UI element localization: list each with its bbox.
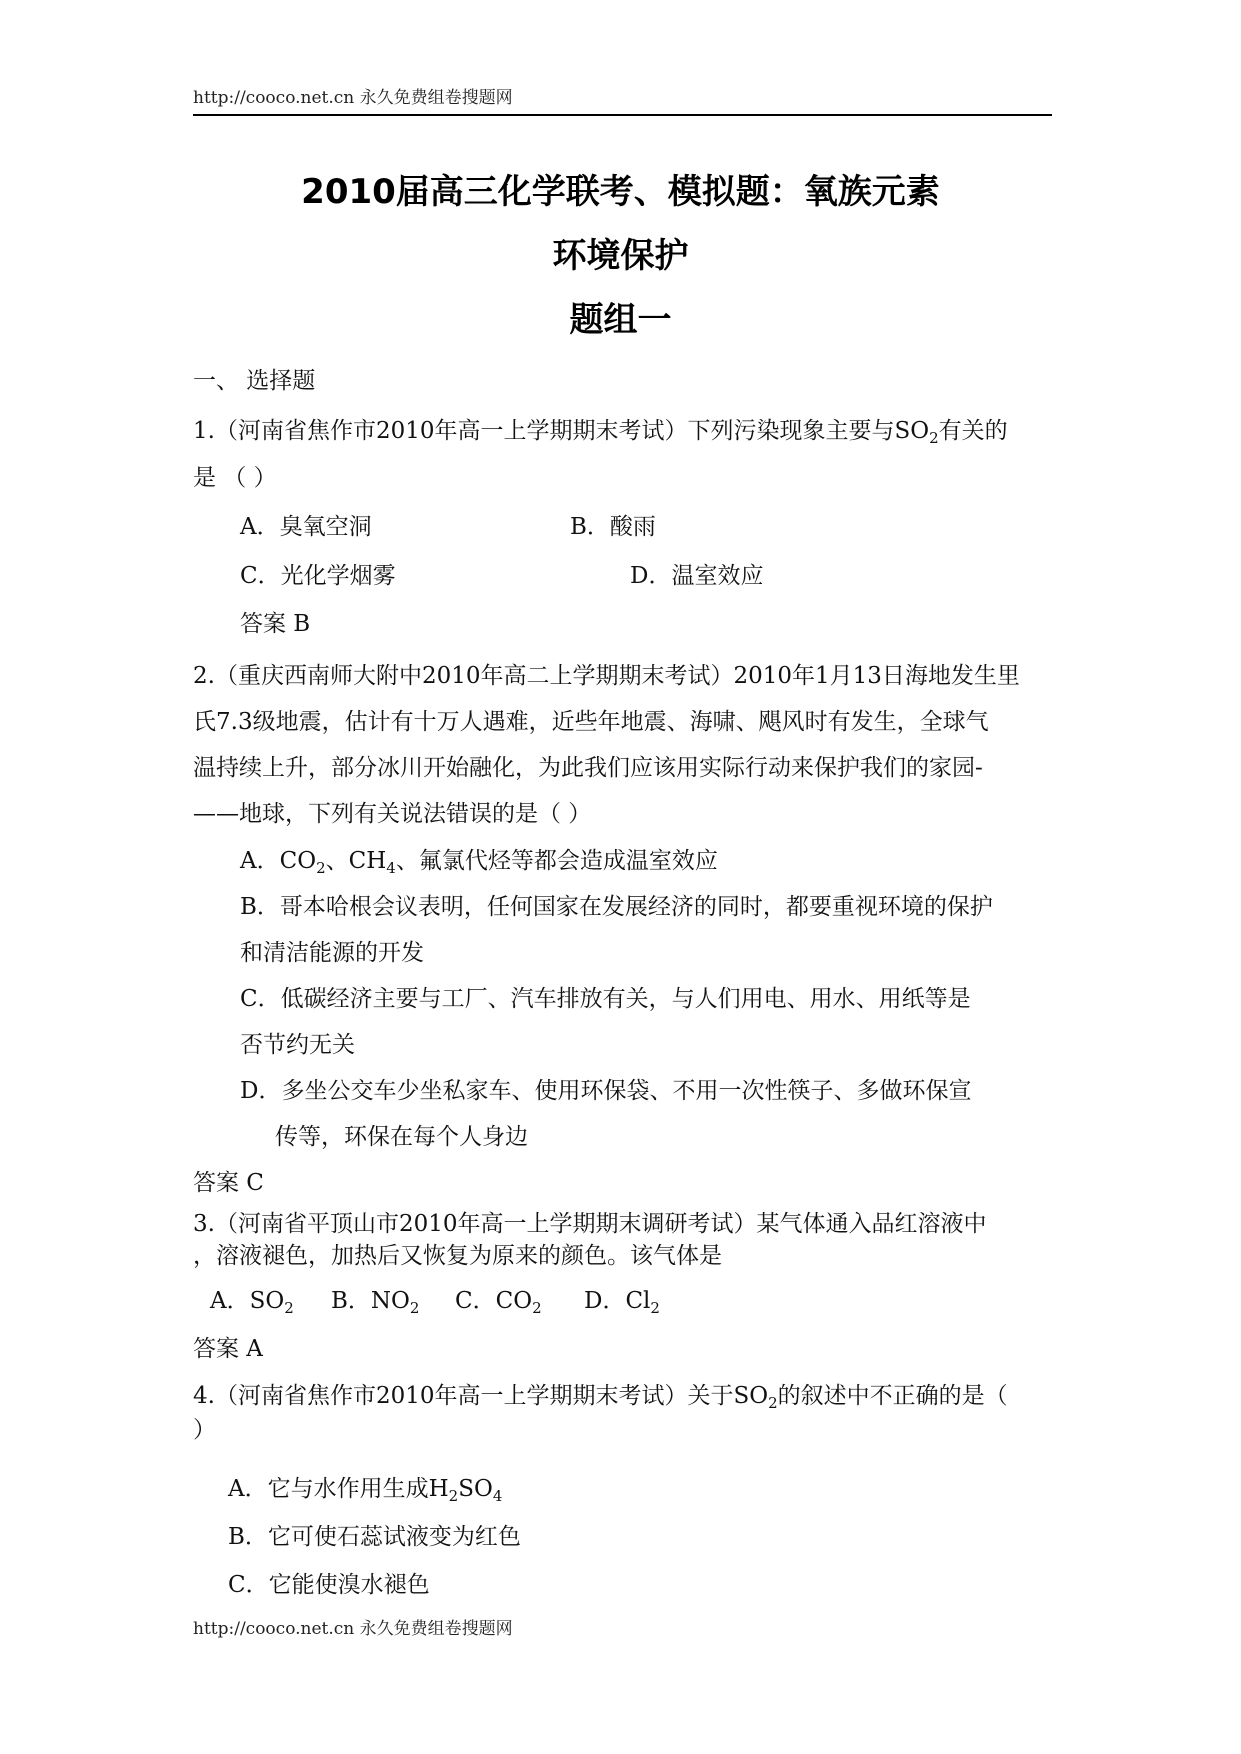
q4-option-b: B．它可使石蕊试液变为红色	[228, 1524, 521, 1550]
section-heading: 一、 选择题	[193, 368, 316, 394]
q4-stem-subscript: 2	[768, 1394, 778, 1412]
header-divider	[193, 114, 1052, 116]
q3-option-c-text: C．CO	[455, 1288, 533, 1314]
q1-option-a: A．臭氧空洞	[240, 514, 372, 540]
q1-stem-text-b: 有关的	[938, 418, 1008, 444]
q2-option-b-line2: 和清洁能源的开发	[240, 940, 424, 966]
q4-stem	[193, 1380, 1008, 1412]
q1-stem	[193, 415, 1008, 447]
q1-stem-text-a: 1.（河南省焦作市2010年高一上学期期末考试）下列污染现象主要与SO	[193, 418, 930, 444]
doc-title-line3: 题组一	[569, 300, 672, 340]
q2-option-a-subscript-2: 4	[386, 859, 396, 877]
q2-option-c-line1: C．低碳经济主要与工厂、汽车排放有关，与人们用电、用水、用纸等是	[240, 986, 971, 1012]
page-footer: http://cooco.net.cn 永久免费组卷搜题网	[193, 1619, 513, 1639]
q3-option-c	[455, 1285, 542, 1317]
q3-option-b-text: B．NO	[331, 1288, 410, 1314]
page-header: http://cooco.net.cn 永久免费组卷搜题网	[193, 88, 513, 108]
q2-answer: 答案 C	[193, 1170, 264, 1196]
q2-option-d-line2: 传等，环保在每个人身边	[275, 1124, 528, 1150]
q4-option-a-subscript-2: 4	[492, 1487, 503, 1505]
q3-option-c-subscript: 2	[532, 1299, 542, 1317]
q4-stem-text-b: 的叙述中不正确的是（	[777, 1383, 1008, 1409]
q3-option-b-subscript: 2	[409, 1299, 420, 1317]
q3-option-a-subscript: 2	[284, 1299, 294, 1317]
q4-stem-line2: ）	[193, 1417, 216, 1443]
q3-stem-line1: 3.（河南省平顶山市2010年高一上学期期末调研考试）某气体通入品红溶液中	[193, 1211, 987, 1237]
q2-option-a-subscript-1: 2	[316, 859, 326, 877]
q4-stem-text-a: 4.（河南省焦作市2010年高一上学期期末考试）关于SO	[193, 1383, 769, 1409]
q2-option-a-text-2: 、CH	[325, 848, 387, 874]
q2-option-a-text-1: A．CO	[240, 848, 317, 874]
q3-option-d	[584, 1285, 660, 1317]
q3-option-a-text: A．SO	[210, 1288, 285, 1314]
q3-option-d-subscript: 2	[650, 1299, 660, 1317]
q4-option-a	[228, 1473, 502, 1505]
q2-option-a-text-3: 、氟氯代烃等都会造成温室效应	[395, 848, 718, 874]
q2-stem-line2: 氏7.3级地震，估计有十万人遇难，近些年地震、海啸、飓风时有发生，全球气	[193, 709, 989, 735]
q3-option-b	[331, 1285, 419, 1317]
q1-stem-subscript: 2	[929, 429, 939, 447]
q1-option-b: B．酸雨	[570, 514, 656, 540]
q2-stem-line3: 温持续上升，部分冰川开始融化，为此我们应该用实际行动来保护我们的家园-	[193, 755, 983, 781]
q1-answer: 答案 B	[240, 611, 311, 637]
q2-stem-line1: 2.（重庆西南师大附中2010年高二上学期期末考试）2010年1月13日海地发生里	[193, 663, 1020, 689]
q2-stem-line4: ——地球，下列有关说法错误的是（ ）	[193, 801, 592, 827]
doc-title-line1: 2010届高三化学联考、模拟题：氧族元素	[301, 172, 940, 212]
q1-option-d: D．温室效应	[630, 563, 764, 589]
q2-option-b-line1: B．哥本哈根会议表明，任何国家在发展经济的同时，都要重视环境的保护	[240, 894, 993, 920]
q2-option-d-line1: D．多坐公交车少坐私家车、使用环保袋、不用一次性筷子、多做环保宣	[240, 1078, 972, 1104]
q2-option-c-line2: 否节约无关	[240, 1032, 355, 1058]
q1-stem-line2: 是 （ ）	[193, 465, 277, 491]
q3-stem-line2: ，溶液褪色，加热后又恢复为原来的颜色。该气体是	[193, 1243, 722, 1269]
q4-option-c: C．它能使溴水褪色	[228, 1572, 430, 1598]
q2-option-a	[240, 845, 718, 877]
q1-option-c: C．光化学烟雾	[240, 563, 396, 589]
q3-option-a	[210, 1285, 294, 1317]
doc-title-line2: 环境保护	[552, 236, 689, 276]
q4-option-a-text-2: SO	[458, 1476, 493, 1502]
q3-option-d-text: D．Cl	[584, 1288, 651, 1314]
q3-answer: 答案 A	[193, 1336, 263, 1362]
q4-option-a-text-1: A．它与水作用生成H	[228, 1476, 449, 1502]
q4-option-a-subscript-1: 2	[448, 1487, 459, 1505]
